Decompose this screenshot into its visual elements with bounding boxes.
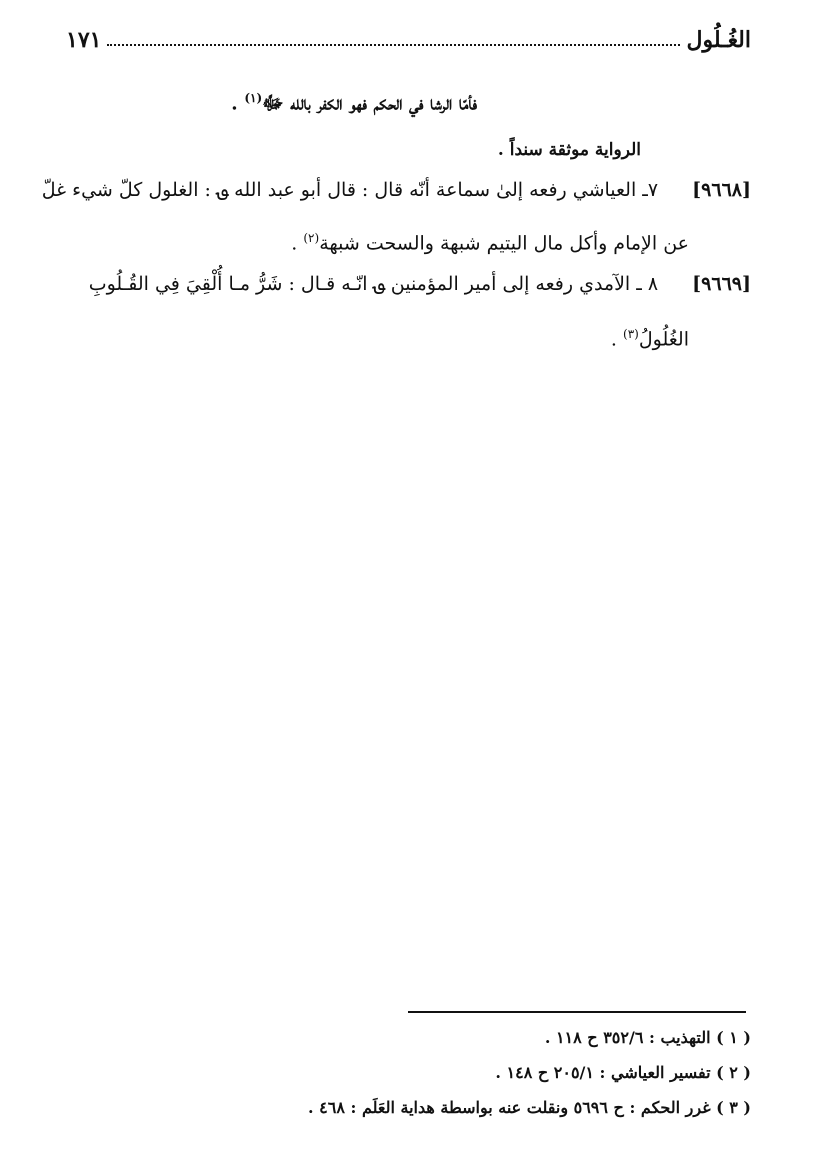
line1-end: . [231, 92, 245, 115]
footnote-2: ( ٢ ) تفسير العياشي : ٢٠٥/١ ح ١٤٨ . [495, 1063, 751, 1082]
entry2-end: . [610, 328, 624, 351]
footnote-1: ( ١ ) التهذيب : ٣٥٢/٦ ح ١١٨ . [544, 1028, 751, 1047]
hadith-entry-9668-line-2 [291, 222, 689, 259]
header-dot-leader [107, 44, 680, 46]
paragraph-line-2 [498, 134, 641, 166]
footnote-separator [408, 1011, 746, 1013]
line1-text: فأمّا الرشا في الحكم فهو الكفر بالله ﷻ [262, 92, 477, 115]
entry2-text-b: الغُلُولُ [638, 328, 689, 351]
page-number: ١٧١ [66, 27, 102, 53]
paragraph-line-1 [231, 82, 477, 119]
hadith-entry-9669-line-2 [611, 318, 689, 355]
footnote-marker-2: (٢) [303, 231, 320, 245]
hadith-number-9669: [٩٦٦٩] [692, 273, 751, 295]
footnote-3: ( ٣ ) غرر الحكم : ح ٥٦٩٦ ونقلت عنه بواسطة هداية العَلَم : ٤٦٨ . [307, 1098, 751, 1117]
entry2-text-a: ٨ ـ الآمدي رفعه إلى أمير المؤمنين ؈ انّـه قـال : شَرُّ مـا أُلْقِيَ فِي القُـلُوبِ [88, 273, 659, 295]
entry1-text-b: عن الإمام وأكل مال اليتيم شبهة والسحت شبهة [319, 232, 689, 255]
entry1-text-a: ٧ـ العياشي رفعه إلىٰ سماعة أنّه قال : قال أبو عبد الله ؈ : الغلول كلّ شيء غلّ [41, 179, 659, 201]
footnote-marker-3: (٣) [623, 327, 639, 341]
chapter-title: الغُـلُول [686, 27, 751, 53]
entry1-end: . [291, 232, 304, 255]
running-header [66, 22, 751, 58]
line2-text: الرواية موثقة سنداً . [497, 140, 641, 160]
hadith-entry-9669-line-1 [89, 268, 751, 300]
hadith-number-9668: [٩٦٦٨] [692, 179, 751, 201]
footnote-marker-1: (١) [244, 91, 263, 105]
hadith-entry-9668-line-1 [42, 174, 751, 206]
